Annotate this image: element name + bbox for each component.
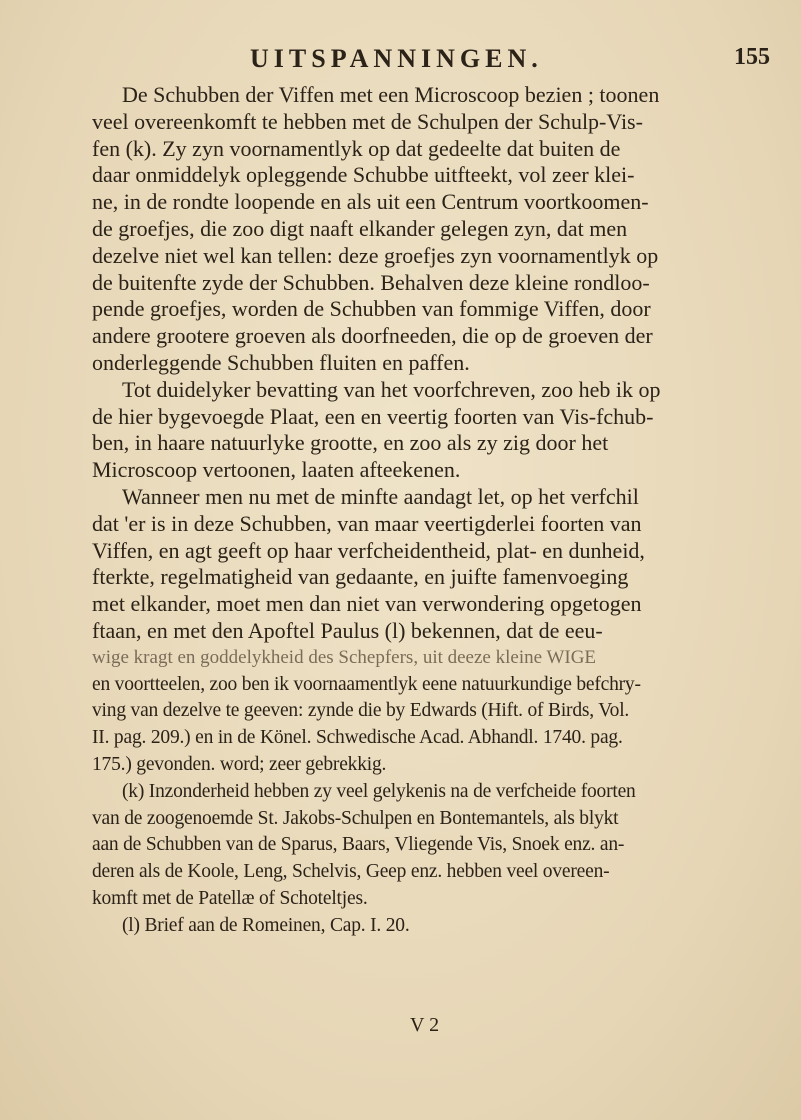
text-line: fterkte, regelmatigheid van gedaante, en juifte famenvoeging: [92, 564, 629, 590]
text-line: ben, in haare natuurlyke grootte, en zoo als zy zig door het: [92, 430, 609, 456]
text-line: De Schubben der Viffen met een Microscoop bezien ; toonen: [122, 82, 660, 107]
text-line: ftaan, en met den Apoftel Paulus (l) bekennen, dat de eeu-: [92, 617, 603, 643]
text-line: met elkander, moet men dan niet van verwondering opgetogen: [92, 591, 642, 617]
footnote-line: en voortteelen, zoo ben ik voornaamentlyk eene natuurkundige befchry-: [92, 673, 641, 695]
footnote-line: (k) Inzonderheid hebben zy veel gelykenis na de verfcheide foorten: [122, 780, 636, 802]
footnote-line: deren als de Koole, Leng, Schelvis, Geep enz. hebben veel overeen-: [92, 861, 610, 883]
text-line: Microscoop vertoonen, laaten afteekenen.: [92, 457, 461, 483]
text-line: de buitenfte zyde der Schubben. Behalven deze kleine rondloo-: [92, 269, 650, 295]
footnote-line: van de zoogenoemde St. Jakobs-Schulpen en Bontemantels, als blykt: [92, 807, 619, 829]
text-line: de groefjes, die zoo digt naaft elkander gelegen zyn, dat men: [92, 215, 628, 241]
footnote-line: 175.) gevonden. word; zeer gebrekkig.: [92, 753, 387, 775]
text-line: Tot duidelyker bevatting van het voorfchreven, zoo heb ik op: [122, 376, 661, 402]
footnote-line: komft met de Patellæ of Schoteltjes.: [92, 887, 368, 909]
text-line: daar onmiddelyk opleggende Schubbe uitfteekt, vol zeer klei-: [92, 162, 635, 188]
text-line: onderleggende Schubben fluiten en paffen.: [92, 349, 470, 375]
text-line: ne, in de rondte loopende en als uit een Centrum voortkoomen-: [92, 189, 649, 215]
footnote-line: II. pag. 209.) en in de Könel. Schwedische Acad. Abhandl. 1740. pag.: [92, 727, 623, 749]
footnote-line: (l) Brief aan de Romeinen, Cap. I. 20.: [122, 914, 410, 936]
text-line: wige kragt en goddelykheid des Schepfers, uit deeze kleine WIGE: [92, 646, 597, 668]
signature-mark: V 2: [410, 1014, 440, 1036]
text-line: Viffen, en agt geeft op haar verfcheidentheid, plat- en dunheid,: [92, 537, 645, 563]
page-header: [250, 44, 770, 80]
text-line: de hier bygevoegde Plaat, een en veertig foorten van Vis-fchub-: [92, 403, 654, 429]
running-head: UITSPANNINGEN.: [250, 44, 543, 73]
text-line: pende groefjes, worden de Schubben van fommige Viffen, door: [92, 296, 651, 322]
text-line: dezelve niet wel kan tellen: deze groefjes zyn voornamentlyk op: [92, 242, 659, 268]
text-line: andere grootere groeven als doorfneeden, die op de groeven der: [92, 323, 653, 349]
footnote-line: ving van dezelve te geeven: zynde die by Edwards (Hift. of Birds, Vol.: [92, 700, 630, 722]
text-line: veel overeenkomft te hebben met de Schulpen der Schulp-Vis-: [92, 108, 643, 134]
text-line: fen (k). Zy zyn voornamentlyk op dat gedeelte dat buiten de: [92, 135, 621, 161]
text-line: dat 'er is in deze Schubben, van maar veertigderlei foorten van: [92, 510, 642, 536]
text-line: Wanneer men nu met de minfte aandagt let, op het verfchil: [122, 483, 639, 509]
body-text: [92, 82, 772, 940]
footnote-line: aan de Schubben van de Sparus, Baars, Vliegende Vis, Snoek enz. an-: [92, 834, 625, 856]
page-number: 155: [734, 44, 770, 70]
